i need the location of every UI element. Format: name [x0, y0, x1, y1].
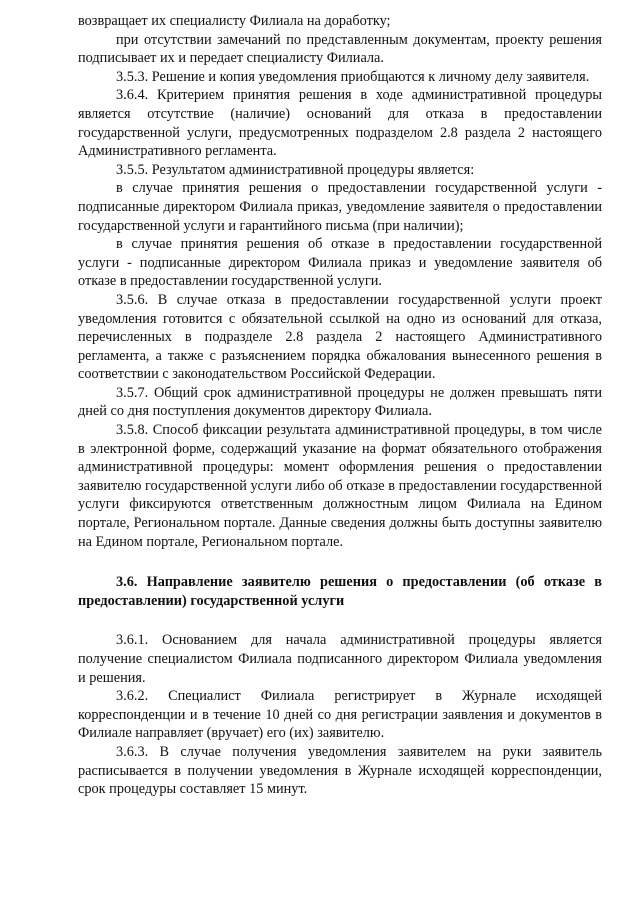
paragraph: 3.5.6. В случае отказа в предоставлении государственной услуги проект уведомления готовится с обязательной ссылкой на одно из оснований для отказа, перечисленных в подразделе 2.8 раздела 2 настоящего Административного регламента, а также с разъяснением порядка обжалования вынесенного решения в соответствии с законодательством Российской Федерации. [78, 291, 602, 383]
section-heading-3-6: 3.6. Направление заявителю решения о предоставлении (об отказе в предоставлении) государственной услуги [78, 574, 602, 609]
paragraph: возвращает их специалисту Филиала на доработку; [78, 13, 391, 29]
paragraph: 3.5.7. Общий срок административной процедуры не должен превышать пяти дней со дня поступления документов директору Филиала. [78, 384, 602, 420]
paragraph: в случае принятия решения об отказе в предоставлении государственной услуги - подписанные директором Филиала приказ и уведомление заявителя об отказе в предоставлении государственной услуги. [78, 236, 602, 290]
paragraph: 3.6.1. Основанием для начала административной процедуры является получение специалистом Филиала подписанного директором Филиала уведомления и решения. [78, 632, 602, 686]
paragraph: 3.6.2. Специалист Филиала регистрирует в Журнале исходящей корреспонденции и в течение 10 дней со дня регистрации заявления и документов в Филиале направляет (вручает) его (их) заявителю. [78, 688, 602, 742]
paragraph: 3.5.3. Решение и копия уведомления приобщаются к личному делу заявителя. [116, 68, 590, 85]
paragraph: при отсутствии замечаний по представленным документам, проекту решения подписывает их и передает специалисту Филиала. [78, 31, 602, 67]
section-3-5-text [78, 12, 602, 551]
paragraph: 3.5.8. Способ фиксации результата административной процедуры, в том числе в электронной форме, содержащий указание на формат обязательного отображения административной процедуры: момент оформления решения о предоставлении заявителю государственной услуги либо об отказе в предоставлении государственной услуги фиксируются ответственным должностным лицом Филиала на Едином портале, Региональном портале. Данные сведения должны быть доступны заявителю на Едином портале, Региональном портале. [78, 422, 602, 550]
paragraph: в случае принятия решения о предоставлении государственной услуги - подписанные директором Филиала приказ, уведомление заявителя о предоставлении государственной услуги и гарантийного письма (при наличии); [78, 180, 602, 234]
paragraph: 3.6.4. Критерием принятия решения в ходе административной процедуры является отсутствие (наличие) оснований для отказа в предоставлении государственной услуги, предусмотренных подразделом 2.8 раздела 2 настоящего Административного регламента. [78, 87, 602, 160]
section-3-6-text [78, 631, 602, 798]
paragraph: 3.6.3. В случае получения уведомления заявителем на руки заявитель расписывается в получении уведомления в Журнале исходящей корреспонденции, срок процедуры составляет 15 минут. [78, 743, 602, 798]
paragraph: 3.5.5. Результатом административной процедуры является: [116, 161, 475, 178]
